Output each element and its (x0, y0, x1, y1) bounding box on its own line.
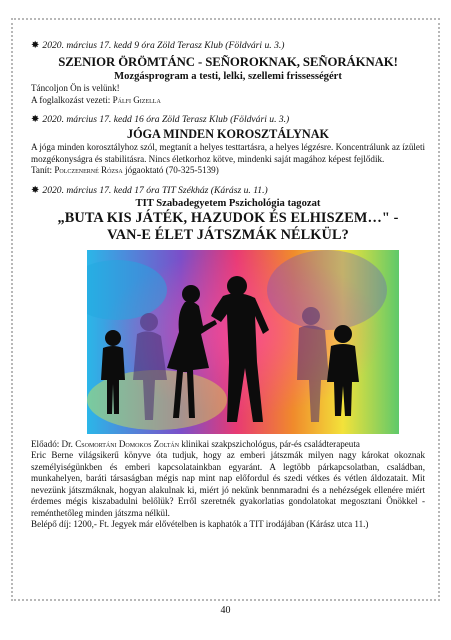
event3-fee: Belépő díj: 1200,- Ft. Jegyek már elővételben is kaphatók a TIT irodájában (Kárász utca 11.) (31, 519, 369, 529)
event2-title: JÓGA MINDEN KOROSZTÁLYNAK (126, 127, 330, 141)
event1-leader (31, 95, 425, 107)
page-content (31, 40, 425, 531)
asterisk-bullet-icon: ✸ (31, 40, 40, 51)
page-number: 40 (220, 605, 231, 616)
event3-title-line1: „BUTA KIS JÁTÉK, HAZUDOK ÉS ELHISZEM…" - (57, 209, 399, 226)
event3-title-line2: VAN-E ÉLET JÁTSZMÁK NÉLKÜL? (107, 226, 349, 243)
event3-lecturer (31, 439, 425, 451)
event3-header-text: 2020. március 17. kedd 17 óra TIT Székház (Kárász u. 11.) (42, 184, 268, 196)
event3-header (31, 185, 425, 197)
event2-teacher-name: Polczenerné Rózsa (54, 165, 123, 175)
event3-lecturer-suffix: klinikai szakpszichológus, pár-és családterapeuta (181, 438, 360, 449)
event3-lecturer-label: Előadó: Dr. (31, 438, 73, 449)
event1-title: SZENIOR ÖRÖMTÁNC - SEÑOROKNAK, SEÑORÁKNAK! (58, 55, 398, 69)
event3-paragraph: Eric Berne világsikerű könyve óta tudjuk, hogy az emberi játszmák milyen nagy károkat okoznak személyiségünkben és emberi kapcsolatainkban egyaránt. A legtöbb párkapcsolatban, családban, munkahelyen, baráti társaságban mégis nap mint nap előfordul és szedi vétkes és vétlen áldozatait. Mit nevezünk játszmáknak, hogyan alakulnak ki, miért jó nekünk bennmaradni és a nehézségek ellenére miért érdemes mégis kiszabadulni belőlük? Erről szeretnék gyakorlatias gondolatokat megosztani Önökkel - reménthetőleg minden játszma nélkül. (31, 450, 425, 518)
event1-header (31, 40, 425, 52)
event1-leader-label: A foglalkozást vezeti: (31, 94, 111, 105)
event1-line: Táncoljon Ön is velünk! (31, 83, 120, 93)
event2-teacher-label: Tanít: (31, 165, 53, 175)
asterisk-bullet-icon: ✸ (31, 184, 40, 196)
event1-subtitle: Mozgásprogram a testi, lelki, szellemi frissességért (114, 71, 342, 82)
asterisk-bullet-icon: ✸ (31, 114, 40, 125)
event1-leader-name: Pálfi Gizella (112, 94, 161, 105)
family-silhouette-illustration (87, 250, 399, 434)
event2-header (31, 114, 425, 126)
event2-paragraph: A jóga minden korosztályhoz szól, megtanít a helyes testtartásra, a helyes légzésre. Koncentrálunk az ízületi mozgékonyságra és stabilitásra. Nincs életkorhoz kötve, mindenki saját magához képest fejlődik. (31, 142, 425, 164)
event1-header-text: 2020. március 17. kedd 9 óra Zöld Terasz Klub (Földvári u. 3.) (42, 40, 285, 51)
event2-teacher-suffix: jógaoktató (70-325-5139) (125, 165, 219, 175)
event3-organizer: TIT Szabadegyetem Pszichológia tagozat (135, 197, 321, 209)
event3-lecturer-name: Csomortáni Domokos Zoltán (75, 438, 180, 449)
event2-teacher (31, 165, 425, 177)
event2-header-text: 2020. március 17. kedd 16 óra Zöld Terasz Klub (Földvári u. 3.) (42, 114, 290, 125)
